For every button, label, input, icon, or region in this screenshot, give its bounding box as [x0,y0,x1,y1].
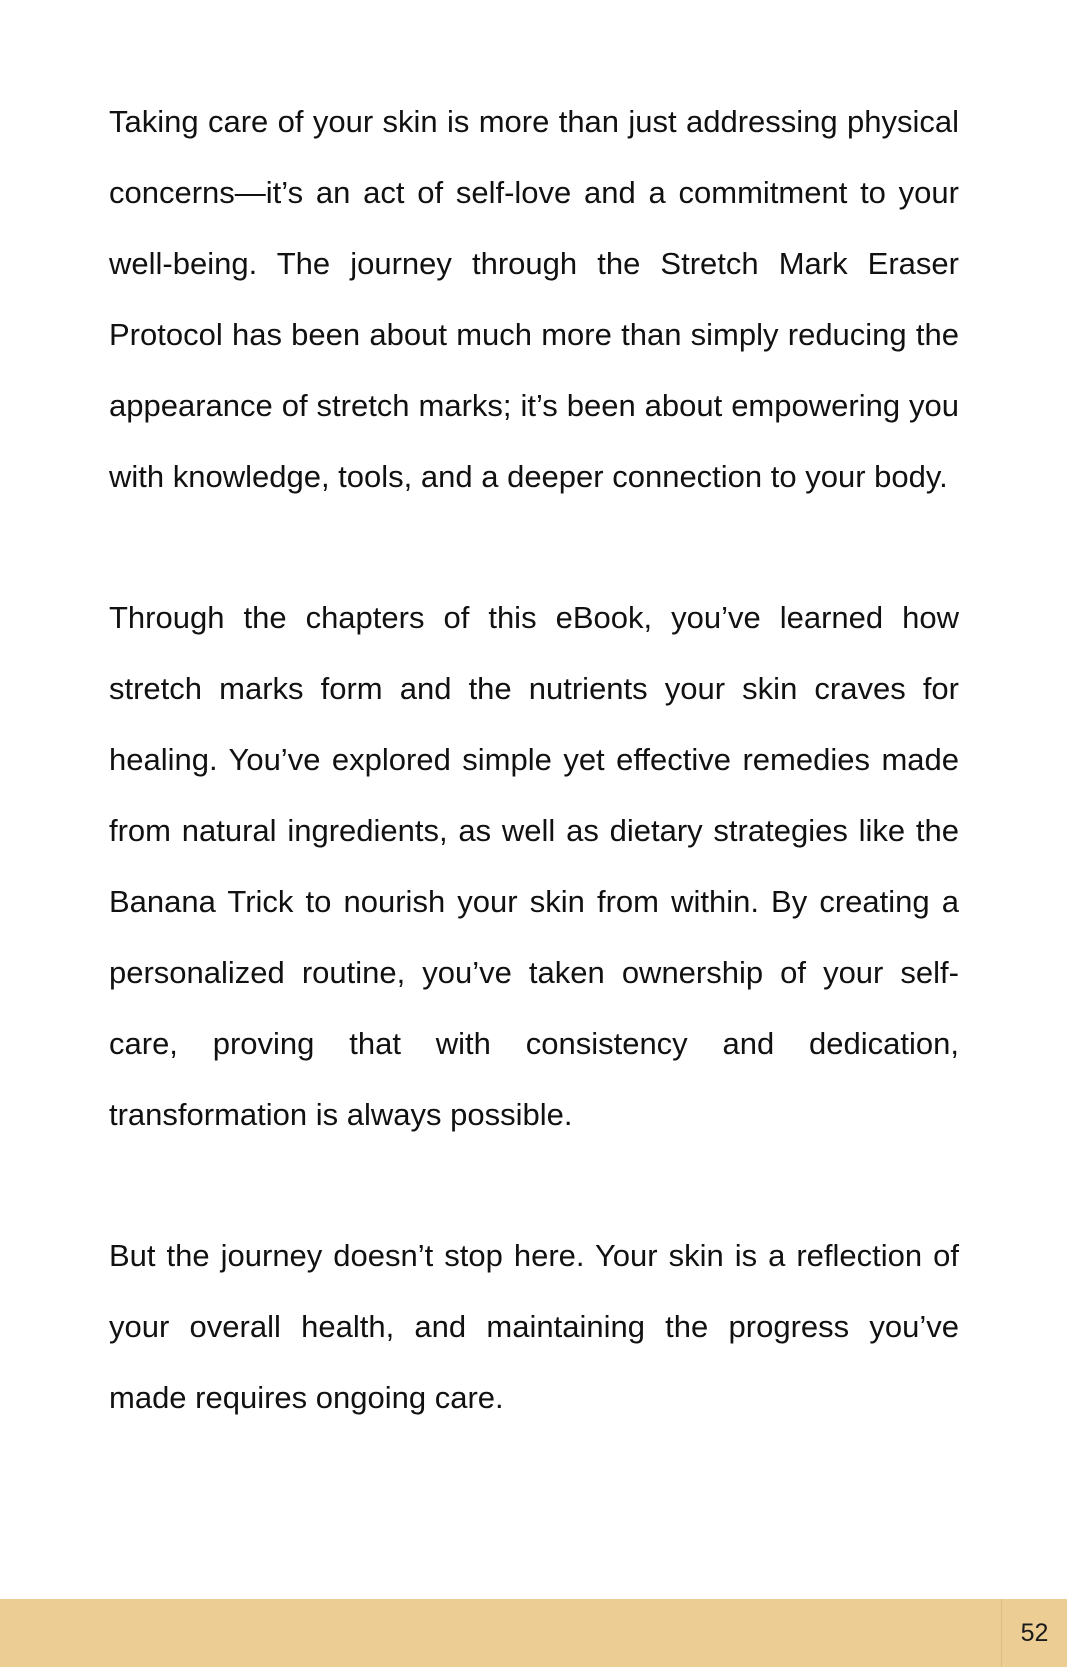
body-paragraph-1: Taking care of your skin is more than just addressing physical concerns—it’s an act of self-love and a commitment to your well-being. The journey through the Stretch Mark Eraser Protocol has been about much more than simply reducing the appearance of stretch marks; it’s been about empowering you with knowledge, tools, and a deeper connection to your body. [109,104,959,494]
page-number: 52 [1001,1599,1067,1667]
page-body [109,86,959,1433]
body-paragraph-2: Through the chapters of this eBook, you’ve learned how stretch marks form and the nutrients your skin craves for healing. You’ve explored simple yet effective remedies made from natural ingredients, as well as dietary strategies like the Banana Trick to nourish your skin from within. By creating a personalized routine, you’ve taken ownership of your self-care, proving that with consistency and dedication, transformation is always possible. [109,600,959,1132]
body-paragraph-3: But the journey doesn’t stop here. Your skin is a reflection of your overall health, and maintaining the progress you’ve made requires ongoing care. [109,1238,959,1415]
page-footer-bar [0,1599,1067,1667]
